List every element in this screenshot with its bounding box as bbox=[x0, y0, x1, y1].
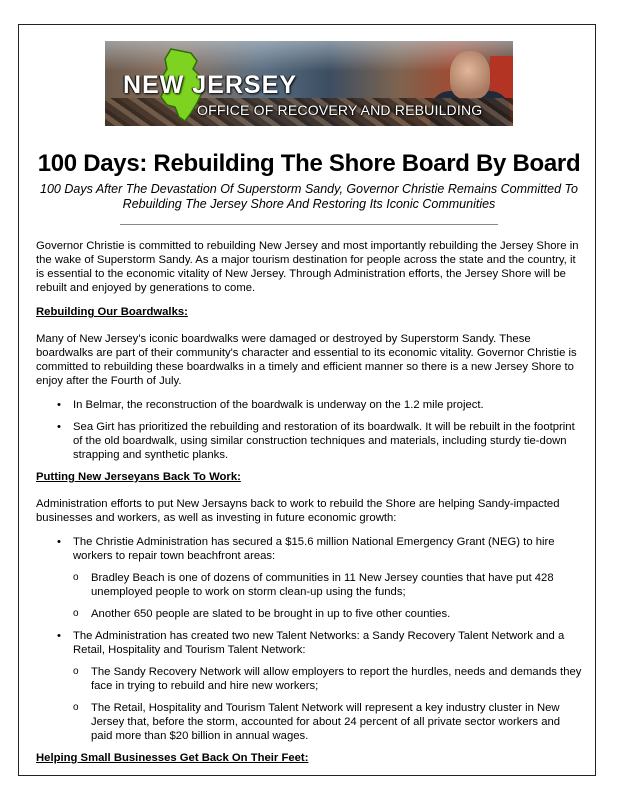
list-item bbox=[36, 398, 584, 412]
bullet-icon: • bbox=[57, 421, 61, 433]
sub-list-item-text: The Sandy Recovery Network will allow employers to report the hurdles, needs and demands they face in trying to rebuild and hire new workers; bbox=[91, 666, 582, 692]
bullet-icon: • bbox=[57, 630, 61, 642]
section-heading-small-businesses: Helping Small Businesses Get Back On Their Feet: bbox=[36, 752, 309, 764]
document-body bbox=[36, 239, 584, 778]
sub-list-item bbox=[73, 607, 584, 621]
title-divider bbox=[120, 224, 498, 225]
sub-list-item-text: The Retail, Hospitality and Tourism Talent Network will represent a key industry cluster in New Jersey that, before the storm, accounted for about 24 percent of all private sector workers and paid more than $20 billion in annual wages. bbox=[91, 702, 561, 742]
sub-bullet-list bbox=[73, 571, 584, 621]
sub-list-item-text: Another 650 people are slated to be brought in up to five other counties. bbox=[91, 608, 451, 620]
sub-list-item bbox=[73, 571, 584, 599]
banner-person bbox=[450, 51, 490, 99]
section-heading-boardwalks: Rebuilding Our Boardwalks: bbox=[36, 306, 188, 318]
sub-bullet-icon: o bbox=[73, 666, 79, 677]
list-item bbox=[36, 535, 584, 621]
sub-list-item bbox=[73, 665, 584, 693]
list-item-text: Sea Girt has prioritized the rebuilding and restoration of its boardwalk. It will be rebuilt in the footprint of the old boardwalk, using similar construction techniques and materials, including sturdy tie-down strapping and synthetic planks. bbox=[73, 421, 575, 461]
sub-bullet-list bbox=[73, 665, 584, 743]
sub-list-item-text: Bradley Beach is one of dozens of communities in 11 New Jersey counties that have put 428 unemployed people to work on storm clean-up using the funds; bbox=[91, 572, 554, 598]
list-item bbox=[36, 629, 584, 743]
sub-bullet-icon: o bbox=[73, 702, 79, 713]
banner-office-name: OFFICE OF RECOVERY AND REBUILDING bbox=[197, 102, 483, 118]
boardwalks-bullet-list bbox=[36, 398, 584, 462]
list-item bbox=[36, 420, 584, 462]
list-item-text: In Belmar, the reconstruction of the boardwalk is underway on the 1.2 mile project. bbox=[73, 399, 484, 411]
sub-bullet-icon: o bbox=[73, 572, 79, 583]
page-subtitle: 100 Days After The Devastation Of Superstorm Sandy, Governor Christie Remains Committed To Rebuilding The Jersey Shore And Restoring Its Iconic Communities bbox=[40, 182, 578, 211]
list-item-text: The Christie Administration has secured a $15.6 million National Emergency Grant (NEG) to hire workers to repair town beachfront areas: bbox=[73, 536, 555, 562]
page-title: 100 Days: Rebuilding The Shore Board By Board bbox=[37, 150, 581, 177]
bullet-icon: • bbox=[57, 536, 61, 548]
section-heading-back-to-work: Putting New Jerseyans Back To Work: bbox=[36, 471, 241, 483]
header-banner-image bbox=[105, 41, 513, 126]
back-to-work-bullet-list bbox=[36, 535, 584, 743]
list-item-text: The Administration has created two new Talent Networks: a Sandy Recovery Talent Network and a Retail, Hospitality and Tourism Talent Network: bbox=[73, 630, 565, 656]
back-to-work-paragraph: Administration efforts to put New Jersayns back to work to rebuild the Shore are helping Sandy-impacted businesses and workers, as well as investing in future economic growth: bbox=[36, 498, 560, 524]
banner-title-new-jersey: NEW JERSEY bbox=[123, 71, 297, 99]
intro-paragraph: Governor Christie is committed to rebuilding New Jersey and most importantly rebuilding the Jersey Shore in the wake of Superstorm Sandy. As a major tourism destination for people across the state and the country, it is essential to the economic vitality of New Jersey. Through Administration efforts, the Jersey Shore will be rebuilt and enjoyed by generations to come. bbox=[36, 240, 579, 294]
boardwalks-paragraph: Many of New Jersey's iconic boardwalks were damaged or destroyed by Superstorm Sandy. These boardwalks are part of their community's character and essential to its economic vitality. Governor Christie is committed to rebuilding these boardwalks in a timely and efficient manner so there is a new Jersey Shore to enjoy after the Fourth of July. bbox=[36, 333, 577, 387]
sub-bullet-icon: o bbox=[73, 608, 79, 619]
sub-list-item bbox=[73, 701, 584, 743]
bullet-icon: • bbox=[57, 399, 61, 411]
